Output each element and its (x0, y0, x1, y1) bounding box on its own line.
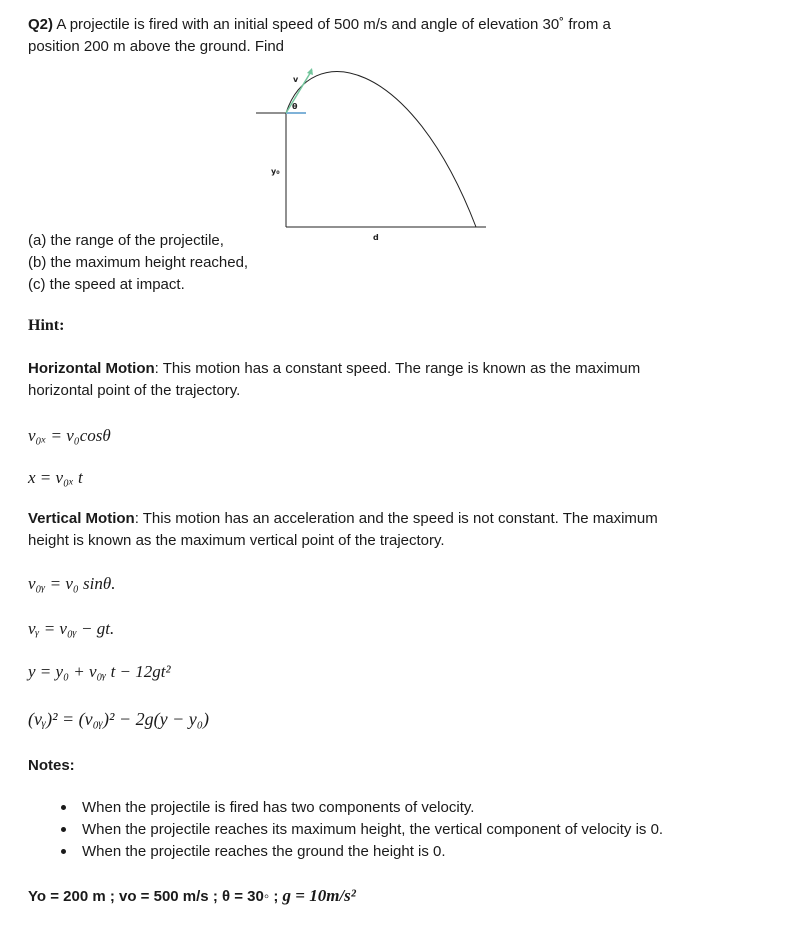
question-text-2: position 200 m above the ground. Find (28, 38, 285, 55)
equation-y: y = y₀ + v₀ᵧ t − 12gt² (28, 662, 171, 681)
given-text: Yo = 200 m ; vo = 500 m/s ; θ = 30◦ ; (28, 888, 279, 905)
note-item-1: When the projectile is fired has two components of velocity. (82, 799, 475, 816)
given-values (28, 886, 356, 906)
vertical-line-1 (28, 508, 658, 530)
label-y0: y₀ (271, 167, 280, 176)
hint-title: Hint: (28, 317, 65, 334)
projectile-diagram (250, 60, 500, 242)
note-item-2: When the projectile reaches its maximum height, the vertical component of velocity is 0. (82, 821, 664, 838)
vertical-text-1: : This motion has an acceleration and the speed is not constant. The maximum (134, 510, 658, 527)
equation-voy: v₀ᵧ = v₀ sinθ. (28, 574, 116, 593)
bullet-3 (61, 849, 66, 854)
equation-vox: v₀ₓ = v₀cosθ (28, 426, 111, 445)
velocity-arrow (286, 70, 312, 113)
question-number: Q2) (28, 16, 54, 33)
question-text-1: A projectile is fired with an initial speed of 500 m/s and angle of elevation 30˚ from a (56, 16, 611, 33)
trajectory-curve (286, 72, 476, 227)
question-line-1 (28, 14, 611, 36)
part-c: (c) the speed at impact. (28, 276, 185, 293)
part-a: (a) the range of the projectile, (28, 232, 224, 249)
label-v: v (293, 75, 299, 84)
horizontal-text-1: : This motion has a constant speed. The range is known as the maximum (154, 360, 641, 377)
bullet-2 (61, 827, 66, 832)
horizontal-text-2: horizontal point of the trajectory. (28, 382, 241, 399)
equation-vy-squared: (vᵧ)² = (v₀ᵧ)² − 2g(y − y₀) (28, 709, 209, 729)
equation-x: x = v₀ₓ t (28, 468, 83, 487)
notes-title: Notes: (28, 757, 75, 774)
label-d: d (373, 233, 379, 242)
vertical-heading: Vertical Motion (28, 510, 135, 527)
note-item-3: When the projectile reaches the ground the height is 0. (82, 843, 446, 860)
vertical-text-2: height is known as the maximum vertical point of the trajectory. (28, 532, 445, 549)
bullet-1 (61, 805, 66, 810)
equation-vy: vᵧ = v₀ᵧ − gt. (28, 619, 115, 638)
given-g: g = 10m/s² (282, 886, 356, 905)
horizontal-heading: Horizontal Motion (28, 360, 155, 377)
velocity-arrow-head (307, 68, 313, 75)
part-b: (b) the maximum height reached, (28, 254, 249, 271)
horizontal-line-1 (28, 358, 640, 380)
label-theta: θ (292, 102, 298, 111)
